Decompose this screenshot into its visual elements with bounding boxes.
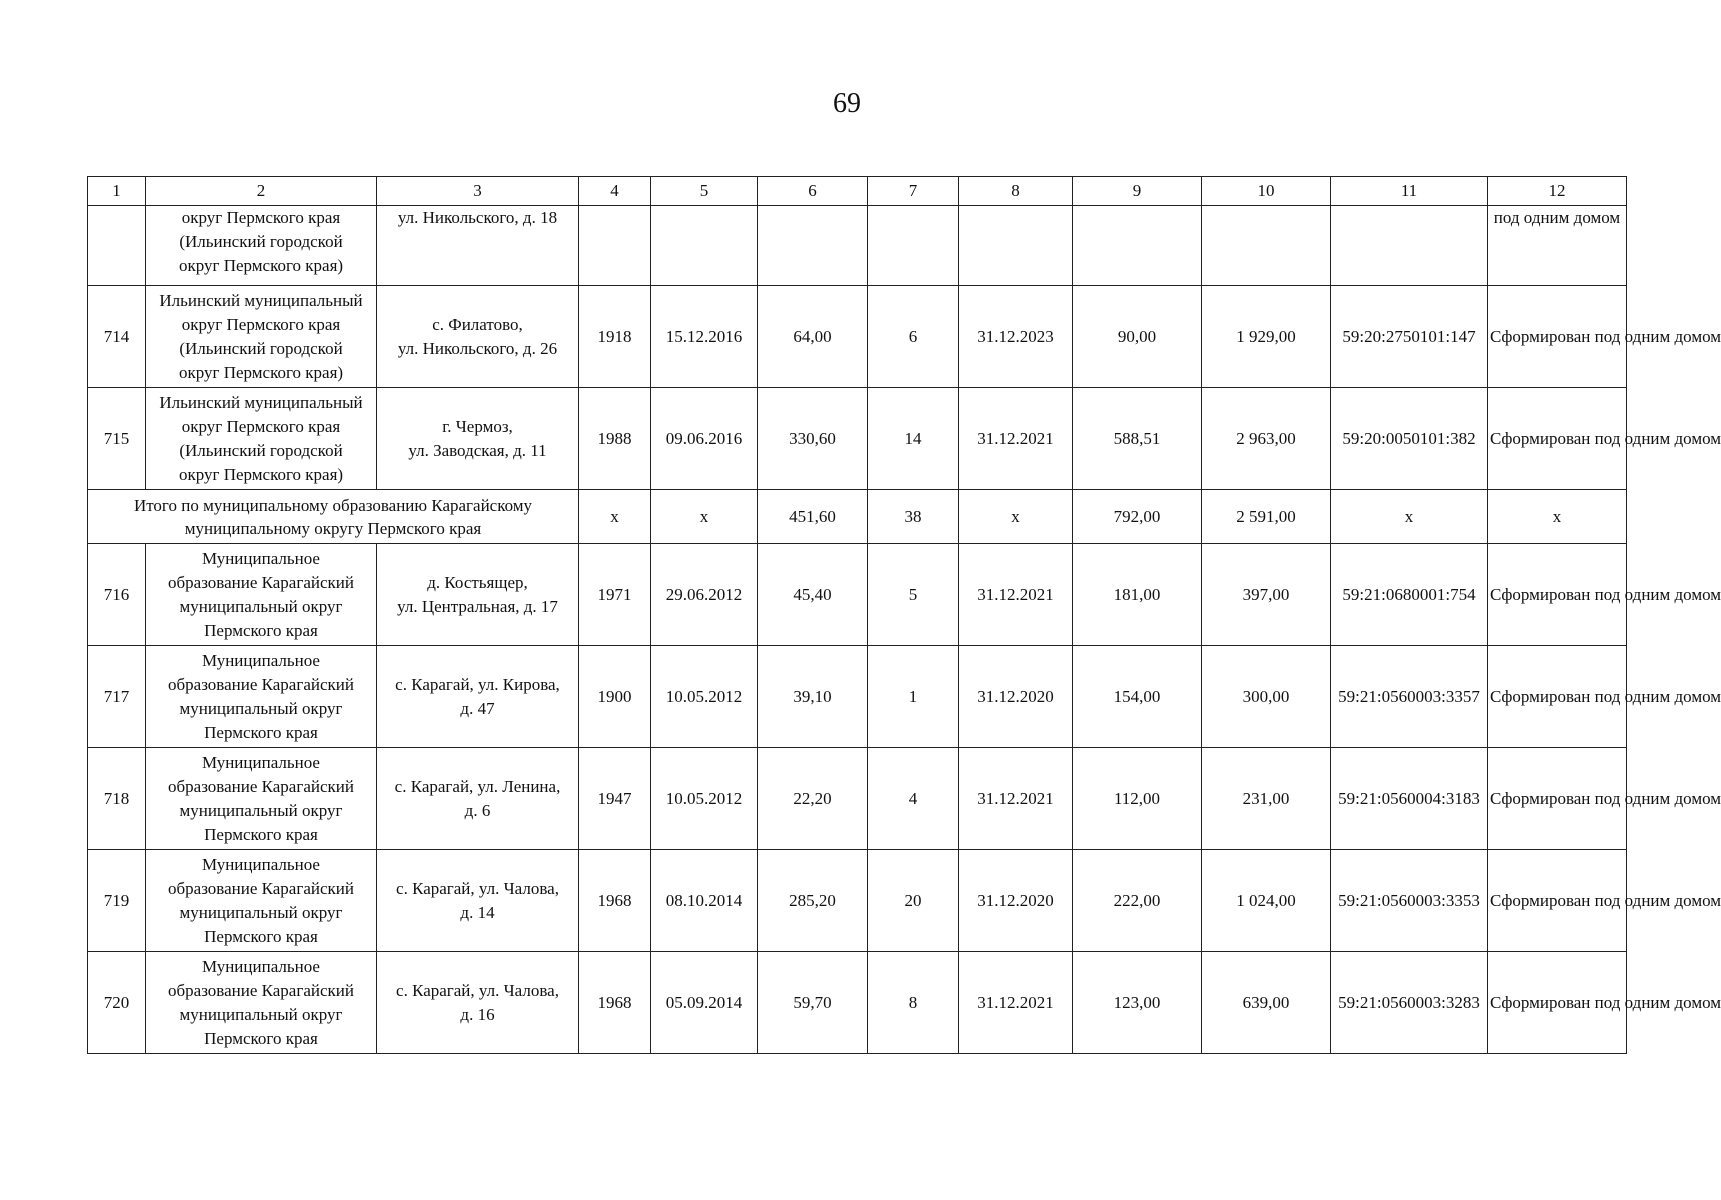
land-total-cell: 300,00 <box>1202 646 1331 748</box>
continuation-row <box>88 206 1627 286</box>
column-header: 12 <box>1488 177 1627 206</box>
residents-cell: 8 <box>868 952 959 1054</box>
address-cell: с. Карагай, ул. Чалова, д. 14 <box>377 850 579 952</box>
area-cell: 22,20 <box>758 748 868 850</box>
column-header: 10 <box>1202 177 1331 206</box>
area-cell: 39,10 <box>758 646 868 748</box>
column-header: 3 <box>377 177 579 206</box>
land-area-cell: 588,51 <box>1073 388 1202 490</box>
cadastral-number-cell: 59:20:2750101:147 <box>1331 286 1488 388</box>
cadastral-number-cell: 59:20:0050101:382 <box>1331 388 1488 490</box>
deadline-cell: 31.12.2021 <box>959 388 1073 490</box>
year-cell: 1968 <box>579 952 651 1054</box>
year-cell: 1900 <box>579 646 651 748</box>
municipality-cell: Муниципальное образование Карагайский муниципальный округ Пермского края <box>146 952 377 1054</box>
subtotal-cell: х <box>1331 490 1488 544</box>
subtotal-residents: 38 <box>868 490 959 544</box>
date-cell: 10.05.2012 <box>651 748 758 850</box>
cadastral-number-cell: 59:21:0560003:3357 <box>1331 646 1488 748</box>
municipality-cell: Муниципальное образование Карагайский муниципальный округ Пермского края <box>146 544 377 646</box>
area-cell: 45,40 <box>758 544 868 646</box>
date-cell: 29.06.2012 <box>651 544 758 646</box>
land-area-cell: 222,00 <box>1073 850 1202 952</box>
column-header: 4 <box>579 177 651 206</box>
residents-cell: 14 <box>868 388 959 490</box>
land-area-cell: 154,00 <box>1073 646 1202 748</box>
land-total-cell: 1 929,00 <box>1202 286 1331 388</box>
municipality-cell: Ильинский муниципальный округ Пермского края (Ильинский городской округ Пермского края) <box>146 286 377 388</box>
address-cell: ул. Никольского, д. 18 <box>377 206 579 286</box>
status-cell: Сформирован под одним домом <box>1488 748 1627 850</box>
land-area-cell: 181,00 <box>1073 544 1202 646</box>
status-cell: Сформирован под одним домом <box>1488 544 1627 646</box>
residents-cell: 6 <box>868 286 959 388</box>
subtotal-cell: х <box>651 490 758 544</box>
row-number-cell: 718 <box>88 748 146 850</box>
subtotal-cell: х <box>959 490 1073 544</box>
municipality-cell: округ Пермского края (Ильинский городской округ Пермского края) <box>146 206 377 286</box>
empty-cell <box>758 206 868 286</box>
municipality-cell: Муниципальное образование Карагайский муниципальный округ Пермского края <box>146 748 377 850</box>
land-total-cell: 231,00 <box>1202 748 1331 850</box>
column-header: 5 <box>651 177 758 206</box>
address-cell: с. Карагай, ул. Кирова, д. 47 <box>377 646 579 748</box>
subtotal-area: 451,60 <box>758 490 868 544</box>
address-cell: с. Филатово, ул. Никольского, д. 26 <box>377 286 579 388</box>
cadastral-number-cell: 59:21:0560004:3183 <box>1331 748 1488 850</box>
subtotal-land-total: 2 591,00 <box>1202 490 1331 544</box>
area-cell: 64,00 <box>758 286 868 388</box>
residents-cell: 5 <box>868 544 959 646</box>
table-row <box>88 952 1627 1054</box>
municipality-cell: Муниципальное образование Карагайский муниципальный округ Пермского края <box>146 646 377 748</box>
empty-cell <box>579 206 651 286</box>
table-row <box>88 544 1627 646</box>
subtotal-cell: х <box>579 490 651 544</box>
deadline-cell: 31.12.2021 <box>959 952 1073 1054</box>
status-cell: Сформирован под одним домом <box>1488 388 1627 490</box>
year-cell: 1968 <box>579 850 651 952</box>
row-number-cell: 717 <box>88 646 146 748</box>
land-total-cell: 1 024,00 <box>1202 850 1331 952</box>
empty-cell <box>1202 206 1331 286</box>
row-number-cell: 714 <box>88 286 146 388</box>
row-number-cell: 716 <box>88 544 146 646</box>
land-total-cell: 2 963,00 <box>1202 388 1331 490</box>
deadline-cell: 31.12.2023 <box>959 286 1073 388</box>
column-header: 6 <box>758 177 868 206</box>
date-cell: 15.12.2016 <box>651 286 758 388</box>
area-cell: 330,60 <box>758 388 868 490</box>
year-cell: 1971 <box>579 544 651 646</box>
municipality-cell: Муниципальное образование Карагайский муниципальный округ Пермского края <box>146 850 377 952</box>
land-total-cell: 397,00 <box>1202 544 1331 646</box>
date-cell: 05.09.2014 <box>651 952 758 1054</box>
deadline-cell: 31.12.2020 <box>959 850 1073 952</box>
empty-cell <box>959 206 1073 286</box>
table-row <box>88 850 1627 952</box>
column-header: 1 <box>88 177 146 206</box>
address-cell: с. Карагай, ул. Ленина, д. 6 <box>377 748 579 850</box>
empty-cell <box>1073 206 1202 286</box>
status-cell: Сформирован под одним домом <box>1488 952 1627 1054</box>
table-row <box>88 286 1627 388</box>
year-cell: 1947 <box>579 748 651 850</box>
column-header: 9 <box>1073 177 1202 206</box>
address-cell: д. Костьящер, ул. Центральная, д. 17 <box>377 544 579 646</box>
subtotal-row <box>88 490 1627 544</box>
area-cell: 59,70 <box>758 952 868 1054</box>
subtotal-label: Итого по муниципальному образованию Карагайскому муниципальному округу Пермского края <box>88 490 579 544</box>
residents-cell: 1 <box>868 646 959 748</box>
residents-cell: 20 <box>868 850 959 952</box>
cadastral-number-cell: 59:21:0560003:3353 <box>1331 850 1488 952</box>
table-row <box>88 388 1627 490</box>
page-number: 69 <box>833 88 861 119</box>
land-area-cell: 90,00 <box>1073 286 1202 388</box>
row-number-cell <box>88 206 146 286</box>
municipality-cell: Ильинский муниципальный округ Пермского края (Ильинский городской округ Пермского края) <box>146 388 377 490</box>
status-cell: Сформирован под одним домом <box>1488 286 1627 388</box>
row-number-cell: 720 <box>88 952 146 1054</box>
table-row <box>88 748 1627 850</box>
status-cell: под одним домом <box>1488 206 1627 286</box>
subtotal-land-area: 792,00 <box>1073 490 1202 544</box>
deadline-cell: 31.12.2021 <box>959 544 1073 646</box>
land-total-cell: 639,00 <box>1202 952 1331 1054</box>
subtotal-cell: х <box>1488 490 1627 544</box>
status-cell: Сформирован под одним домом <box>1488 850 1627 952</box>
status-cell: Сформирован под одним домом <box>1488 646 1627 748</box>
year-cell: 1988 <box>579 388 651 490</box>
row-number-cell: 715 <box>88 388 146 490</box>
date-cell: 08.10.2014 <box>651 850 758 952</box>
address-cell: г. Чермоз, ул. Заводская, д. 11 <box>377 388 579 490</box>
address-cell: с. Карагай, ул. Чалова, д. 16 <box>377 952 579 1054</box>
column-number-header <box>88 177 1627 206</box>
column-header: 11 <box>1331 177 1488 206</box>
year-cell: 1918 <box>579 286 651 388</box>
empty-cell <box>1331 206 1488 286</box>
table-row <box>88 646 1627 748</box>
area-cell: 285,20 <box>758 850 868 952</box>
cadastral-number-cell: 59:21:0560003:3283 <box>1331 952 1488 1054</box>
residents-cell: 4 <box>868 748 959 850</box>
column-header: 7 <box>868 177 959 206</box>
row-number-cell: 719 <box>88 850 146 952</box>
column-header: 2 <box>146 177 377 206</box>
date-cell: 10.05.2012 <box>651 646 758 748</box>
land-area-cell: 123,00 <box>1073 952 1202 1054</box>
empty-cell <box>651 206 758 286</box>
empty-cell <box>868 206 959 286</box>
deadline-cell: 31.12.2021 <box>959 748 1073 850</box>
land-area-cell: 112,00 <box>1073 748 1202 850</box>
deadline-cell: 31.12.2020 <box>959 646 1073 748</box>
column-header: 8 <box>959 177 1073 206</box>
date-cell: 09.06.2016 <box>651 388 758 490</box>
housing-registry-table <box>87 176 1721 1054</box>
cadastral-number-cell: 59:21:0680001:754 <box>1331 544 1488 646</box>
